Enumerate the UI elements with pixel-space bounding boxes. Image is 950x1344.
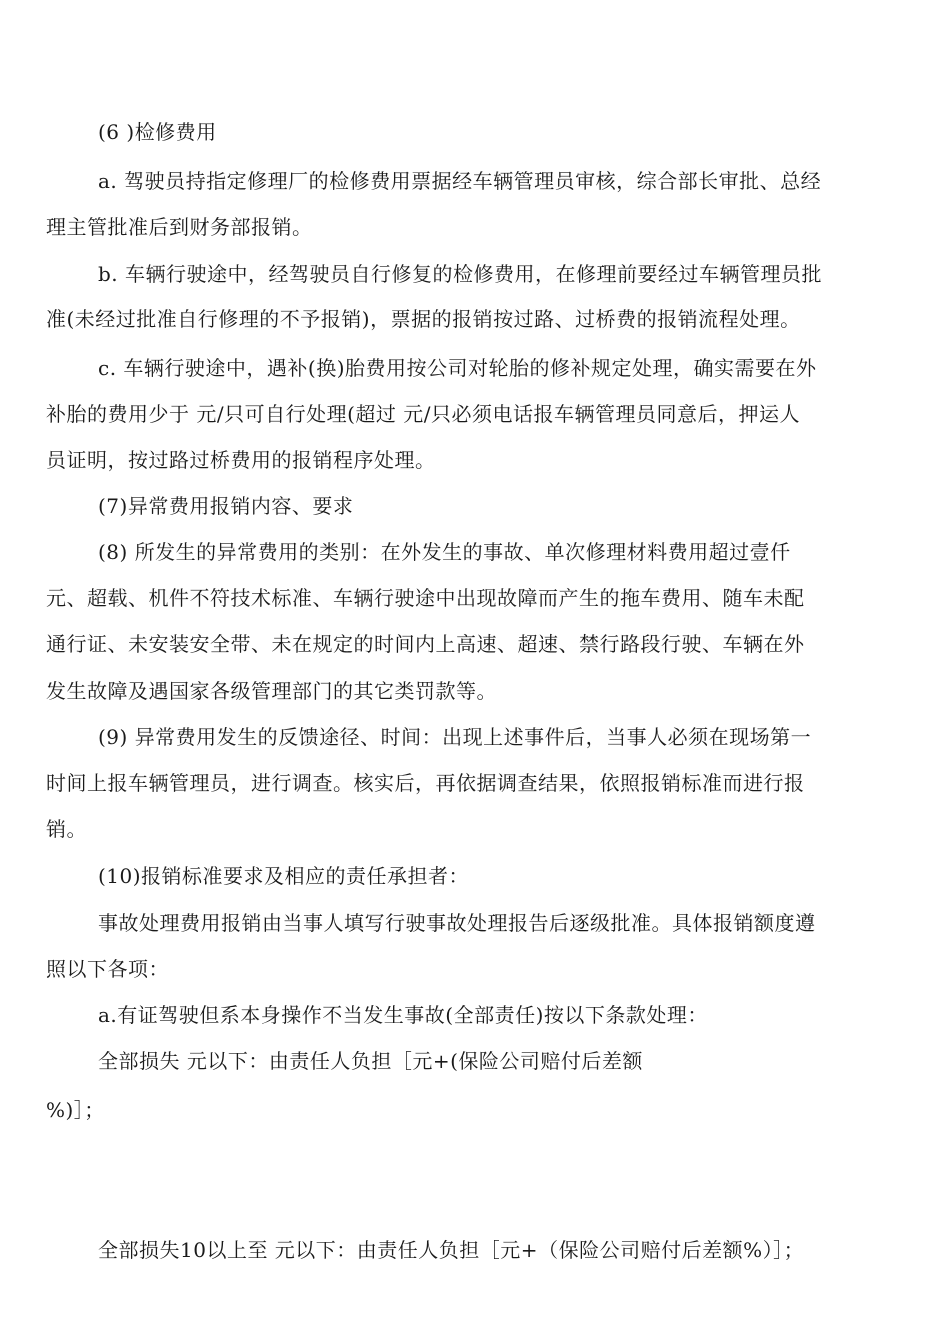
paragraph-line: a. 驾驶员持指定修理厂的检修费用票据经车辆管理员审核，综合部长审批、总经 [98,169,822,193]
paragraph-line: (8) 所发生的异常费用的类别：在外发生的事故、单次修理材料费用超过壹仟 [98,540,791,564]
paragraph-line: c. 车辆行驶途中，遇补(换)胎费用按公司对轮胎的修补规定处理，确实需要在外 [98,356,817,380]
paragraph-line: 通行证、未安装安全带、未在规定的时间内上高速、超速、禁行路段行驶、车辆在外 [46,632,805,656]
paragraph-line: (9) 异常费用发生的反馈途径、时间：出现上述事件后，当事人必须在现场第一 [98,725,812,749]
paragraph-line: b. 车辆行驶途中，经驾驶员自行修复的检修费用，在修理前要经过车辆管理员批 [98,262,823,286]
paragraph-line: 补胎的费用少于 元/只可自行处理(超过 元/只必须电话报车辆管理员同意后，押运人 [46,402,800,426]
paragraph-line: 理主管批准后到财务部报销。 [46,215,313,239]
paragraph-line: 照以下各项： [46,957,169,981]
paragraph-line: 全部损失 元以下：由责任人负担［元+(保险公司赔付后差额 [98,1049,643,1073]
heading-6-repair-costs: (6 )检修费用 [98,120,217,144]
paragraph-line: 员证明，按过路过桥费用的报销程序处理。 [46,448,436,472]
paragraph-line: %)］； [46,1098,105,1122]
heading-10-reimbursement-standards: (10)报销标准要求及相应的责任承担者： [98,864,470,888]
paragraph-line: 事故处理费用报销由当事人填写行驶事故处理报告后逐级批准。具体报销额度遵 [98,911,816,935]
heading-7-abnormal-expenses: (7)异常费用报销内容、要求 [98,494,354,518]
paragraph-line: 发生故障及遇国家各级管理部门的其它类罚款等。 [46,679,497,703]
paragraph-line: 全部损失10以上至 元以下：由责任人负担［元+（保险公司赔付后差额%）］； [98,1238,805,1262]
paragraph-line: 时间上报车辆管理员，进行调查。核实后，再依据调查结果，依照报销标准而进行报 [46,771,805,795]
paragraph-line: 元、超载、机件不符技术标准、车辆行驶途中出现故障而产生的拖车费用、随车未配 [46,586,805,610]
paragraph-line: 销。 [46,817,87,841]
paragraph-line: a.有证驾驶但系本身操作不当发生事故(全部责任)按以下条款处理： [98,1003,708,1027]
paragraph-line: 准(未经过批准自行修理的不予报销)，票据的报销按过路、过桥费的报销流程处理。 [46,307,801,331]
